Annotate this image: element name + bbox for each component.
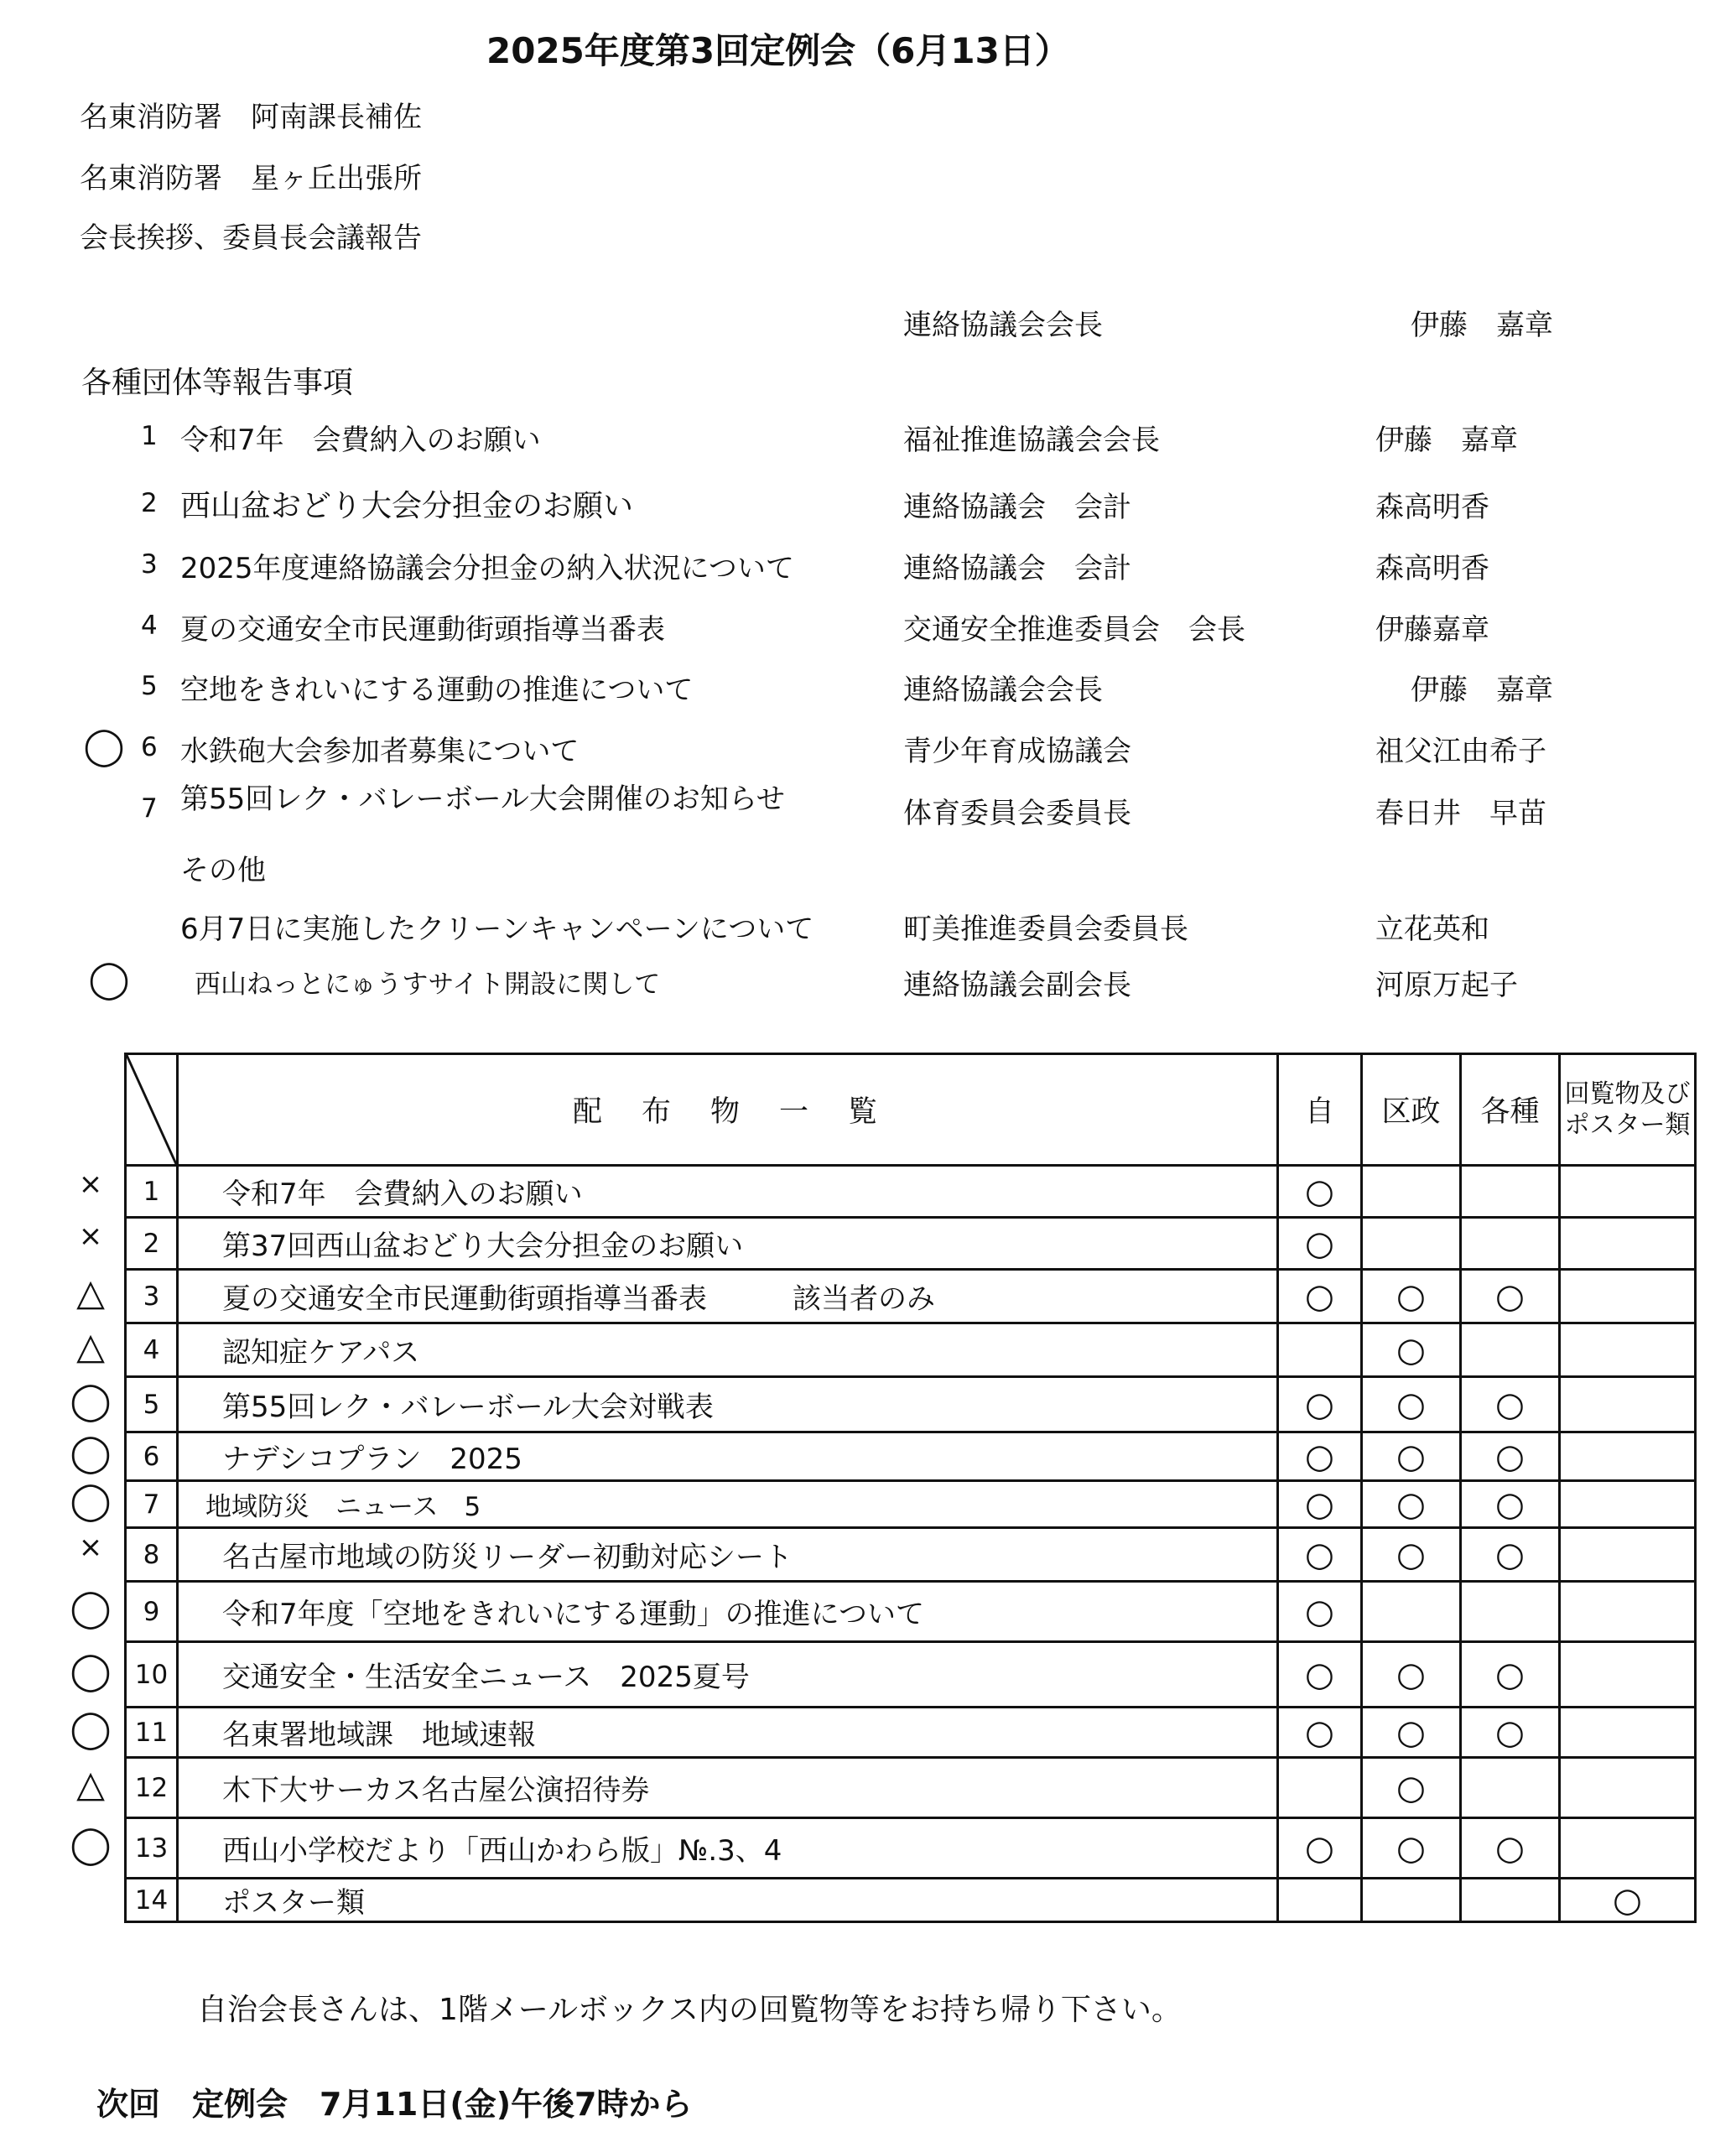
col-header-various: 各種 [1461,1054,1560,1166]
report-num: 3 [141,549,158,580]
row-check-cell: ○ [1461,1270,1560,1323]
intro-line-3: 会長挨拶、委員長会議報告 [80,221,422,255]
circle-mark-icon: ◯ [70,1432,112,1474]
other-text: 西山ねっとにゅうすサイト開設に関して [195,970,661,1000]
row-check-cell [1278,1879,1362,1922]
table-row [126,1218,1696,1270]
report-num: 1 [141,421,158,451]
row-check-cell [1560,1481,1696,1528]
row-check-cell [1278,1323,1362,1377]
row-item-text: 地域防災 ニュース 5 [178,1481,1278,1528]
row-check-cell: ○ [1362,1818,1461,1879]
intro-line-1: 名東消防署 阿南課長補佐 [80,101,422,134]
other-org: 連絡協議会副会長 [903,969,1131,1002]
table-row [126,1377,1696,1432]
row-check-cell: ○ [1362,1432,1461,1481]
chair-role: 連絡協議会会長 [903,309,1103,342]
table-row [126,1708,1696,1758]
row-check-cell: ○ [1362,1270,1461,1323]
report-org: 連絡協議会会長 [903,673,1103,707]
other-text: 6月7日に実施したクリーンキャンペーンについて [180,912,814,946]
row-item-text: 認知症ケアパス [178,1323,1278,1377]
row-item-text: 令和7年 会費納入のお願い [178,1166,1278,1218]
triangle-mark-icon: △ [76,1271,105,1314]
row-check-cell: ○ [1278,1432,1362,1481]
table-row [126,1166,1696,1218]
row-check-cell: ○ [1461,1818,1560,1879]
row-number: 13 [126,1818,178,1879]
table-row [126,1818,1696,1879]
report-org: 体育委員会委員長 [903,797,1131,830]
row-check-cell: ○ [1362,1323,1461,1377]
row-number: 1 [126,1166,178,1218]
row-item-text: 木下大サーカス名古屋公演招待券 [178,1758,1278,1818]
row-item-text: 名東署地域課 地域速報 [178,1708,1278,1758]
report-text: 2025年度連絡協議会分担金の納入状況について [180,552,794,585]
table-row [126,1323,1696,1377]
row-check-cell [1461,1582,1560,1642]
reports-heading: 各種団体等報告事項 [81,366,354,400]
row-number: 3 [126,1270,178,1323]
table-header-row [126,1054,1696,1166]
diagonal-corner [126,1054,178,1166]
row-check-cell [1560,1377,1696,1432]
report-person: 伊藤 嘉章 [1411,673,1553,707]
table-row [126,1642,1696,1708]
row-check-cell: ○ [1461,1642,1560,1708]
row-item-text: 夏の交通安全市民運動街頭指導当番表 該当者のみ [178,1270,1278,1323]
row-check-cell [1560,1432,1696,1481]
row-number: 10 [126,1642,178,1708]
row-check-cell: ○ [1278,1270,1362,1323]
circle-mark-icon: ◯ [70,1708,112,1750]
row-check-cell [1362,1582,1461,1642]
row-check-cell [1362,1166,1461,1218]
triangle-mark-icon: △ [76,1763,105,1806]
cross-mark-icon: × [78,1531,103,1564]
report-org: 青少年育成協議会 [903,735,1131,768]
table-row [126,1481,1696,1528]
row-number: 6 [126,1432,178,1481]
other-person: 河原万起子 [1375,969,1518,1002]
row-check-cell [1461,1879,1560,1922]
row-check-cell: ○ [1461,1481,1560,1528]
row-item-text: 西山小学校だより「西山かわら版」№.3、4 [178,1818,1278,1879]
row-item-text: 第55回レク・バレーボール大会対戦表 [178,1377,1278,1432]
row-number: 5 [126,1377,178,1432]
circle-mark-icon: ◯ [70,1587,112,1630]
report-num: 7 [141,793,158,824]
row-number: 9 [126,1582,178,1642]
row-number: 11 [126,1708,178,1758]
row-check-cell: ○ [1278,1481,1362,1528]
report-person: 伊藤嘉章 [1375,613,1489,647]
row-check-cell: ○ [1278,1708,1362,1758]
report-org: 交通安全推進委員会 会長 [903,613,1245,647]
chair-name: 伊藤 嘉章 [1411,309,1553,342]
row-check-cell [1560,1642,1696,1708]
row-check-cell: ○ [1278,1166,1362,1218]
distribution-table [124,1053,1697,1923]
report-org: 連絡協議会 会計 [903,491,1131,524]
table-row [126,1432,1696,1481]
report-person: 春日井 早苗 [1375,797,1546,830]
row-number: 8 [126,1528,178,1582]
circle-mark-icon: ◯ [70,1650,112,1692]
row-check-cell [1278,1758,1362,1818]
other-heading: その他 [180,854,266,887]
row-check-cell [1560,1528,1696,1582]
cross-mark-icon: × [78,1167,103,1201]
row-check-cell: ○ [1278,1528,1362,1582]
table-row [126,1528,1696,1582]
row-check-cell: ○ [1362,1642,1461,1708]
row-check-cell: ○ [1461,1377,1560,1432]
table-row [126,1758,1696,1818]
circle-mark-icon: ◯ [70,1823,112,1866]
row-check-cell [1461,1166,1560,1218]
row-item-text: ポスター類 [178,1879,1278,1922]
intro-line-2: 名東消防署 星ヶ丘出張所 [80,162,422,195]
row-check-cell: ○ [1278,1582,1362,1642]
row-check-cell [1560,1270,1696,1323]
page-title: 2025年度第3回定例会（6月13日） [486,30,1070,71]
row-check-cell: ○ [1362,1481,1461,1528]
report-text: 第55回レク・バレーボール大会開催のお知らせ [180,782,785,816]
row-check-cell: ○ [1278,1218,1362,1270]
report-text: 西山盆おどり大会分担金のお願い [180,489,634,523]
row-check-cell [1461,1323,1560,1377]
row-item-text: 令和7年度「空地をきれいにする運動」の推進について [178,1582,1278,1642]
report-num: 4 [141,611,158,641]
row-check-cell: ○ [1278,1642,1362,1708]
report-num: 2 [141,488,158,518]
row-number: 14 [126,1879,178,1922]
row-check-cell [1461,1758,1560,1818]
report-person: 祖父江由希子 [1375,735,1546,768]
other-org: 町美推進委員会委員長 [903,912,1188,946]
row-check-cell [1560,1323,1696,1377]
row-check-cell [1560,1218,1696,1270]
row-check-cell: ○ [1461,1528,1560,1582]
row-number: 7 [126,1481,178,1528]
row-check-cell [1560,1818,1696,1879]
next-meeting: 次回 定例会 7月11日(金)午後7時から [96,2086,693,2123]
other-person: 立花英和 [1375,912,1489,946]
row-check-cell [1560,1166,1696,1218]
row-item-text: 名古屋市地域の防災リーダー初動対応シート [178,1528,1278,1582]
table-row [126,1879,1696,1922]
table-title: 配 布 物 一 覧 [178,1054,1278,1166]
row-check-cell [1560,1708,1696,1758]
row-check-cell: ○ [1278,1377,1362,1432]
report-person: 森高明香 [1375,552,1489,585]
row-check-cell: ○ [1278,1818,1362,1879]
row-check-cell: ○ [1461,1432,1560,1481]
report-text: 水鉄砲大会参加者募集について [180,735,580,768]
row-item-text: ナデシコプラン 2025 [178,1432,1278,1481]
report-text: 空地をきれいにする運動の推進について [180,673,694,707]
circle-mark-icon: ◯ [70,1479,112,1522]
row-check-cell: ○ [1362,1758,1461,1818]
report-num: 5 [141,671,158,701]
circle-mark-icon: ◯ [70,1380,112,1422]
row-number: 2 [126,1218,178,1270]
footer-note: 自治会長さんは、1階メールボックス内の回覧物等をお持ち帰り下さい。 [197,1993,1182,2027]
col-header-circulars: 回覧物及びポスター類 [1560,1054,1696,1166]
table-row [126,1270,1696,1323]
report-text: 夏の交通安全市民運動街頭指導当番表 [180,613,665,647]
report-person: 森高明香 [1375,491,1489,524]
report-num: 6 [141,732,158,762]
row-number: 12 [126,1758,178,1818]
row-check-cell [1362,1879,1461,1922]
row-check-cell: ○ [1461,1708,1560,1758]
row-item-text: 交通安全・生活安全ニュース 2025夏号 [178,1642,1278,1708]
table-row [126,1582,1696,1642]
circle-mark-icon: ◯ [88,958,130,1001]
triangle-mark-icon: △ [76,1325,105,1368]
col-header-ward: 区政 [1362,1054,1461,1166]
circle-mark-icon: ◯ [83,725,125,767]
report-org: 連絡協議会 会計 [903,552,1131,585]
report-person: 伊藤 嘉章 [1375,424,1518,457]
cross-mark-icon: × [78,1219,103,1253]
report-text: 令和7年 会費納入のお願い [180,424,541,457]
row-check-cell [1560,1758,1696,1818]
row-check-cell: ○ [1560,1879,1696,1922]
row-check-cell: ○ [1362,1708,1461,1758]
report-org: 福祉推進協議会会長 [903,424,1160,457]
row-check-cell: ○ [1362,1528,1461,1582]
row-check-cell [1560,1582,1696,1642]
row-number: 4 [126,1323,178,1377]
row-check-cell [1362,1218,1461,1270]
row-check-cell [1461,1218,1560,1270]
col-header-self: 自 [1278,1054,1362,1166]
row-check-cell: ○ [1362,1377,1461,1432]
row-item-text: 第37回西山盆おどり大会分担金のお願い [178,1218,1278,1270]
